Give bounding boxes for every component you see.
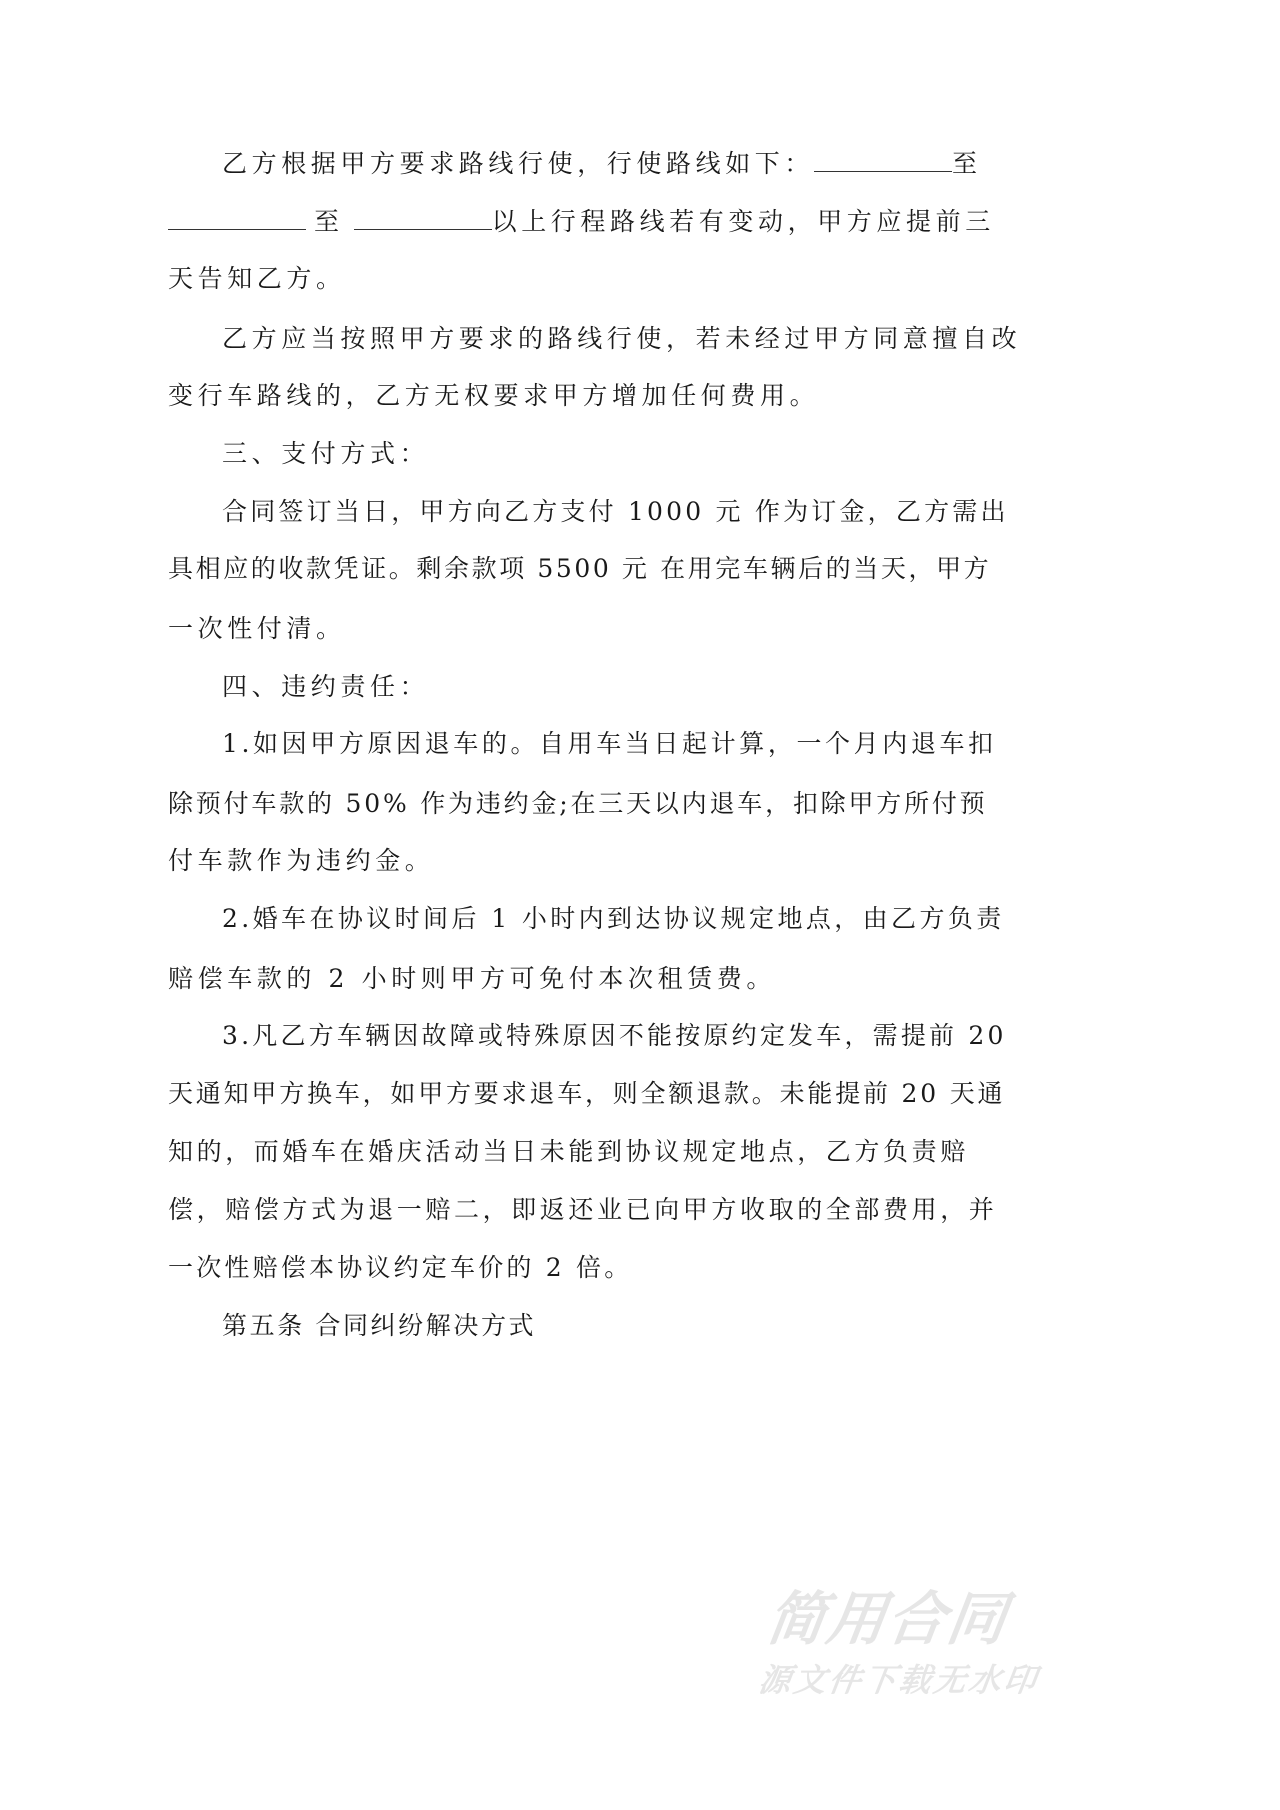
paragraph-line: 天通知甲方换车，如甲方要求退车，则全额退款。未能提前 20 天通 [168, 1079, 1006, 1108]
section-heading-payment: 三、支付方式： [222, 439, 430, 468]
paragraph-line: 一次性付清。 [168, 614, 346, 643]
paragraph-line: 除预付车款的 50% 作为违约金;在三天以内退车，扣除甲方所付预 [168, 789, 988, 818]
route-to-text-1: 至 [952, 149, 982, 178]
watermark-subtitle: 源文件下载无水印 [756, 1661, 1042, 1699]
paragraph-line: 一次性赔偿本协议约定车价的 2 倍。 [168, 1253, 633, 1282]
paragraph-line: 偿，赔偿方式为退一赔二，即返还业已向甲方收取的全部费用，并 [168, 1195, 998, 1224]
paragraph-line: 乙方应当按照甲方要求的路线行使，若未经过甲方同意擅自改 [222, 324, 1022, 353]
paragraph-line: 具相应的收款凭证。剩余款项 5500 元 在用完车辆后的当天，甲方 [168, 554, 992, 583]
paragraph-line: 天告知乙方。 [168, 264, 346, 293]
paragraph-line: 知的，而婚车在婚庆活动当日未能到协议规定地点，乙方负责赔 [168, 1137, 969, 1166]
route-start-blank[interactable] [814, 143, 952, 172]
route-intro-text: 乙方根据甲方要求路线行使，行使路线如下： [222, 149, 815, 178]
paragraph-line: 付车款作为违约金。 [168, 846, 435, 875]
route-line-1 [222, 143, 982, 183]
paragraph-line: 2.婚车在协议时间后 1 小时内到达协议规定地点，由乙方负责 [222, 904, 1005, 933]
paragraph-line: 合同签订当日，甲方向乙方支付 1000 元 作为订金，乙方需出 [222, 497, 1009, 526]
paragraph-line: 赔偿车款的 2 小时则甲方可免付本次租赁费。 [168, 964, 777, 993]
watermark [756, 1585, 1042, 1702]
paragraph-line: 变行车路线的，乙方无权要求甲方增加任何费用。 [168, 381, 820, 410]
article-heading-dispute: 第五条 合同纠纷解决方式 [222, 1311, 537, 1340]
paragraph-line: 1.如因甲方原因退车的。自用车当日起计算，一个月内退车扣 [222, 729, 997, 758]
route-to-text-2: 至 [314, 207, 344, 236]
paragraph-line: 3.凡乙方车辆因故障或特殊原因不能按原约定发车，需提前 20 [222, 1021, 1007, 1050]
route-line-2 [168, 201, 995, 241]
route-mid-blank[interactable] [168, 201, 306, 230]
section-heading-breach: 四、违约责任： [222, 672, 430, 701]
route-end-blank[interactable] [354, 201, 492, 230]
watermark-title: 简用合同 [762, 1585, 1013, 1653]
route-change-text: 以上行程路线若有变动，甲方应提前三 [491, 207, 995, 236]
